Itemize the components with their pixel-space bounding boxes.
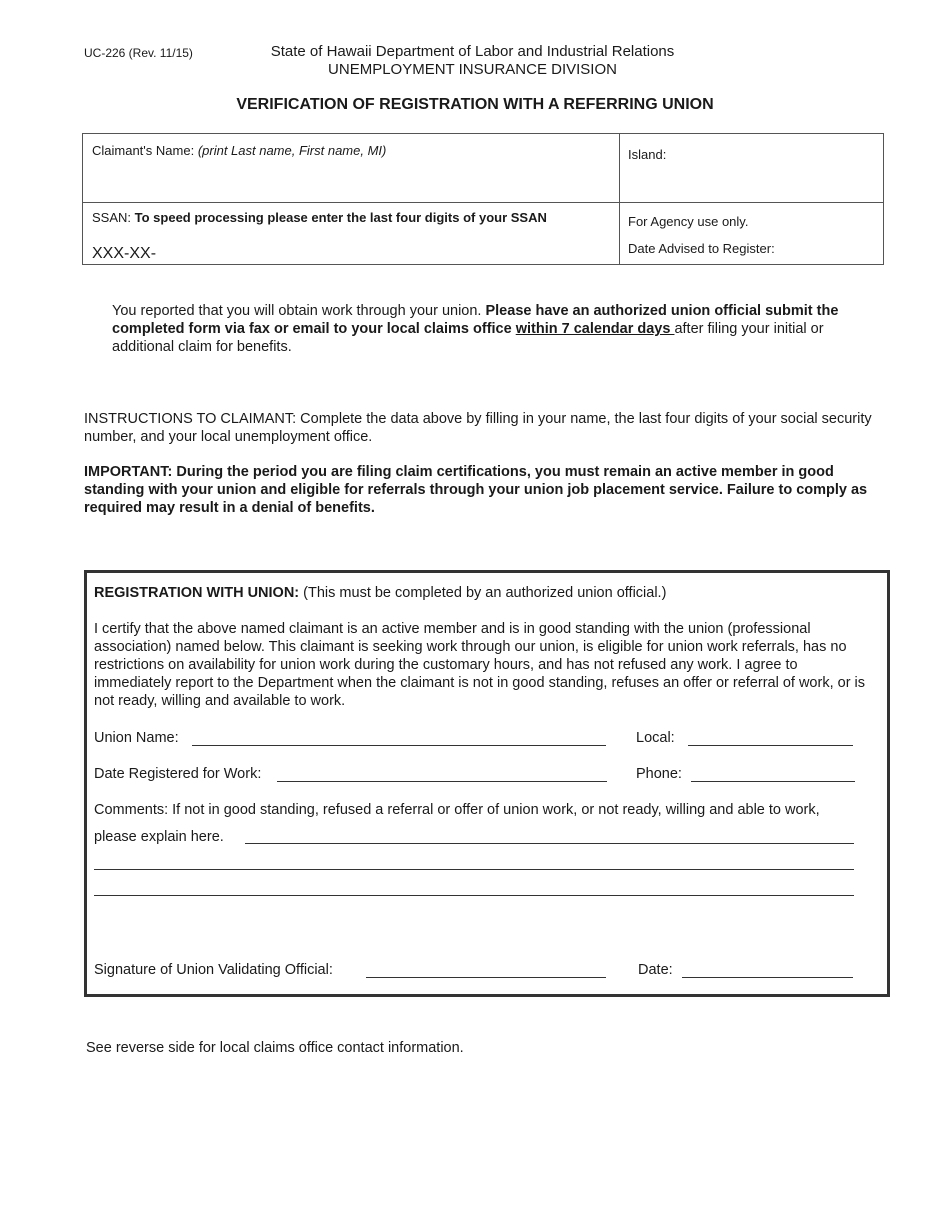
phone-label: Phone: bbox=[636, 766, 682, 782]
signature-label: Signature of Union Validating Official: bbox=[94, 962, 333, 978]
notice-paragraph bbox=[112, 302, 882, 356]
comments-line-2[interactable] bbox=[94, 869, 854, 870]
union-heading-note: (This must be completed by an authorized union official.) bbox=[303, 585, 667, 601]
claimant-name-hint: (print Last name, First name, MI) bbox=[197, 143, 387, 158]
comments-line-3[interactable] bbox=[94, 895, 854, 896]
island-field[interactable]: Island: bbox=[628, 147, 667, 162]
comments-label: Comments: If not in good standing, refused a referral or offer of union work, or not ready, willing and able to work, bbox=[94, 802, 820, 818]
explain-label: please explain here. bbox=[94, 829, 224, 845]
date-label: Date: bbox=[638, 962, 673, 978]
ssan-hint: To speed processing please enter the last four digits of your SSAN bbox=[134, 210, 547, 225]
agency-header bbox=[220, 43, 725, 79]
claimant-name-field[interactable] bbox=[92, 143, 386, 158]
union-heading-label: REGISTRATION WITH UNION: bbox=[94, 585, 300, 601]
form-title: VERIFICATION OF REGISTRATION WITH A REFERRING UNION bbox=[236, 96, 714, 113]
ssan-value[interactable]: XXX-XX- bbox=[92, 245, 157, 262]
union-name-input[interactable] bbox=[192, 745, 606, 746]
division-name: UNEMPLOYMENT INSURANCE DIVISION bbox=[328, 61, 617, 78]
date-input[interactable] bbox=[682, 977, 853, 978]
ssan-label: SSAN: bbox=[92, 210, 132, 225]
local-label: Local: bbox=[636, 730, 675, 746]
notice-part4: after filing your initial or additional claim for benefits. bbox=[112, 321, 824, 355]
comments-line-1[interactable] bbox=[245, 843, 854, 844]
ssan-field[interactable] bbox=[92, 210, 547, 225]
instructions-paragraph: INSTRUCTIONS TO CLAIMANT: Complete the data above by filling in your name, the last four digits of your social security number, and your local unemployment office. bbox=[84, 411, 872, 445]
phone-input[interactable] bbox=[691, 781, 855, 782]
claimant-info-box bbox=[82, 133, 884, 265]
signature-input[interactable] bbox=[366, 977, 606, 978]
form-number: UC-226 (Rev. 11/15) bbox=[84, 46, 193, 60]
date-registered-input[interactable] bbox=[277, 781, 607, 782]
union-name-label: Union Name: bbox=[94, 730, 179, 746]
notice-deadline: within 7 calendar days bbox=[515, 321, 675, 337]
agency-name: State of Hawaii Department of Labor and Industrial Relations bbox=[270, 43, 675, 60]
local-input[interactable] bbox=[688, 745, 853, 746]
date-advised-field[interactable]: Date Advised to Register: bbox=[628, 241, 775, 256]
certification-text: I certify that the above named claimant is an active member and is in good standing with the union (professional association) named below. This claimant is seeking work through our union, is eligible for union work referrals, has no restrictions on availability for union work during the customary hours, and has not refused any work. I agree to immediately report to the Department when the claimant is not in good standing, refuses an offer or referral of work, or is not ready, willing and available to work. bbox=[94, 621, 866, 709]
footnote: See reverse side for local claims office contact information. bbox=[86, 1040, 464, 1056]
agency-use-label: For Agency use only. bbox=[628, 214, 749, 229]
notice-part2: Please have an authorized union official submit the completed form via fax or email to your local claims office bbox=[112, 303, 839, 337]
notice-part1: You reported that you will obtain work through your union. bbox=[112, 303, 486, 319]
claimant-name-label: Claimant's Name: bbox=[92, 143, 195, 158]
date-registered-label: Date Registered for Work: bbox=[94, 766, 262, 782]
union-heading bbox=[94, 584, 666, 602]
important-paragraph: IMPORTANT: During the period you are filing claim certifications, you must remain an active member in good standing with your union and eligible for referrals through your union job placement service. Failure to comply as required may result in a denial of benefits. bbox=[84, 464, 868, 516]
union-registration-box bbox=[84, 570, 890, 997]
